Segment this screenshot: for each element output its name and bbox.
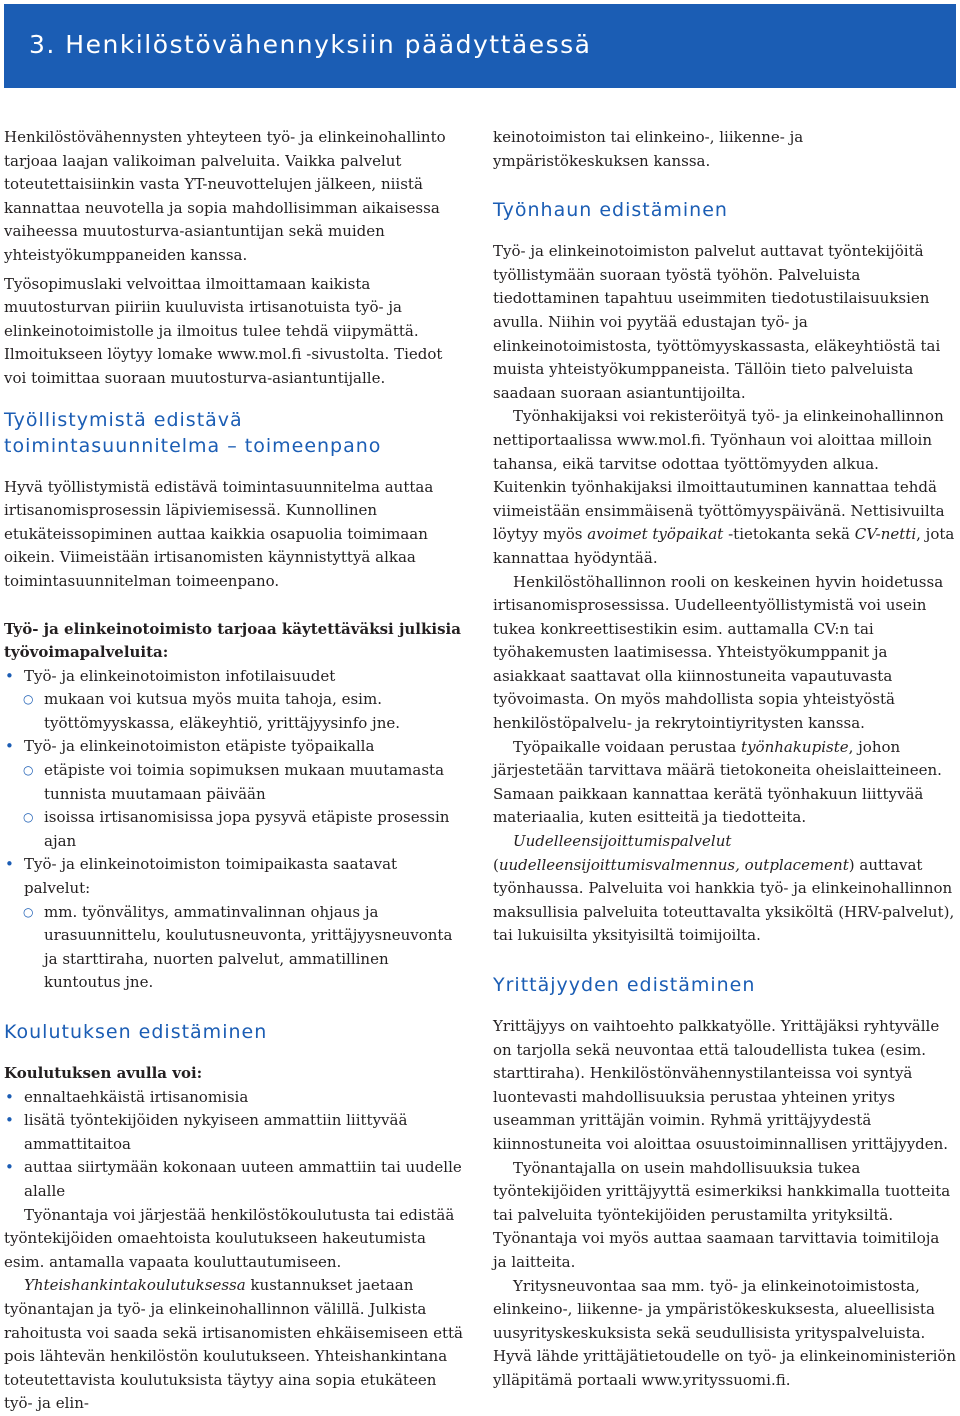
italic-term: työnhakupiste (741, 737, 849, 756)
joint-procurement-paragraph (4, 1274, 468, 1416)
entrepreneurship-paragraph-2: Työnantajalla on usein mahdollisuuksia tukea työntekijöiden yrittäjyyttä esimerkiksi hankkimalla tuotteita tai palveluita työntekijöiden perustamilta yrityksiltä. Työnantaja voi myös auttaa saamaan tarvittavia toimitiloja ja laitteita. (493, 1158, 951, 1271)
paragraph-text: kustannukset jaetaan työnantajan ja työ- ja elinkeinohallinnon välillä. Julkista rahoitusta voi saada sekä irtisanomisten ehkäisemiseen että pois lähtevän henkilöstön koulutukseen. Yhteishankintana toteutettavista koulutuksista täytyy aina sopia etukäteen työ- ja elin- (4, 1276, 463, 1413)
sub-list (4, 688, 468, 735)
paragraph-text: Työpaikalle voidaan perustaa (513, 737, 742, 756)
italic-term: avoimet työpaikat (587, 525, 724, 544)
action-plan-paragraph: Hyvä työllistymistä edistävä toimintasuunnitelma auttaa irtisanomisprosessin läpiviemisessä. Kunnollinen etukäteissopiminen auttaa kaikkia osapuolia toimimaan oikein. Viimeistään irtisanomisten käynnistyttyä alkaa toimintasuunnitelman toimeenpano. (4, 477, 434, 590)
services-list-2 (4, 735, 468, 759)
list-item (4, 665, 468, 689)
sub-list-3 (4, 901, 468, 995)
sub-list-item: ○ isoissa irtisanomisissa jopa pysyvä etäpiste prosessin ajan (4, 806, 468, 853)
list-item-label: Työ- ja elinkeinotoimiston etäpiste työpaikalla (24, 737, 375, 756)
italic-term: Uudelleensijoittumispalvelut (513, 832, 732, 851)
sub-list-item: ○ etäpiste voi toimia sopimuksen mukaan muutamasta tunnista muutamaan päivään (4, 759, 468, 806)
italic-term: Yhteishankintakoulutuksessa (24, 1276, 246, 1295)
paragraph-text: ) auttavat työnhaussa. Palveluita voi hankkia työ- ja elinkeinohallinnon maksullisia palveluita toteuttavalta yksiköltä (HRV-palvelut), tai lukuisilta yksityisiltä toimijoilta. (493, 855, 955, 945)
outplacement-paragraph (493, 830, 957, 948)
list-item: • ennaltaehkäistä irtisanomisia (4, 1086, 468, 1110)
list-item: • lisätä työntekijöiden nykyiseen ammattiin liittyvää ammattitaitoa (4, 1109, 468, 1156)
paragraph-text: , johon järjestetään tarvittava määrä tietokoneita oheislaitteineen. Samaan paikkaan kannattaa kerätä työnhakuun liittyvää materiaalia, kuten esitteitä ja tiedotteita. (493, 737, 942, 827)
training-list (4, 1086, 468, 1204)
sub-list-2 (4, 759, 468, 853)
paragraph-text: , jota kannattaa hyödyntää. (493, 525, 955, 567)
section-heading-entrepreneurship: Yrittäjyyden edistäminen (493, 974, 756, 996)
job-search-point-paragraph (493, 736, 957, 830)
paragraph-text: -tietokanta sekä (723, 525, 855, 544)
services-list (4, 665, 468, 689)
list-item: • auttaa siirtymään kokonaan uuteen ammattiin tai uudelle alalle (4, 1156, 468, 1203)
entrepreneurship-paragraph-3: Yritysneuvontaa saa mm. työ- ja elinkeinotoimistosta, elinkeino-, liikenne- ja ympäristökeskuksesta, alueellisista uusyrityskeskuksista sekä seudullisista yrityspalveluista. Hyvä lähde yrittäjätietoudelle on työ- ja elinkeinoministeriön ylläpitämä portaali www.yrityssuomi.fi. (493, 1276, 957, 1389)
job-search-paragraph-2 (493, 405, 957, 570)
chapter-banner (4, 4, 956, 88)
intro-paragraph: Henkilöstövähennysten yhteyteen työ- ja elinkeinohallinto tarjoaa laajan valikoiman palveluita. Vaikka palvelut toteutettaisiinkin vasta YT-neuvottelujen jälkeen, niistä kannattaa neuvotella ja sopia mahdollisimman aikaisessa vaiheessa muutosturva-asiantuntijan sekä muiden yhteistyökumppaneiden kanssa. (4, 128, 446, 264)
italic-term: CV-netti (854, 525, 917, 544)
entrepreneurship-paragraph-1: Yrittäjyys on vaihtoehto palkkatyölle. Yrittäjäksi ryhtyvälle on tarjolla sekä neuvontaa että taloudellista tukea (esim. starttiraha). Henkilöstönvähennystilanteissa voi syntyä luontevasti mahdollisuuksia perustaa yhteinen yritys useamman yrittäjän voimin. Ryhmä yrittäjyydestä kiinnostuneita voi aloittaa osuustoiminnallisen yrittäjyyden. (493, 1017, 949, 1153)
sub-list-item: ○ mm. työnvälitys, ammatinvalinnan ohjaus ja urasuunnittelu, koulutusneuvonta, yrittäjyysneuvonta ja starttiraha, nuorten palvelut, ammatillinen kuntoutus jne. (4, 901, 468, 995)
list-item (4, 735, 468, 759)
services-list-3 (4, 853, 468, 900)
training-intro: Koulutuksen avulla voi: (4, 1064, 203, 1082)
list-item-label: Työ- ja elinkeinotoimiston infotilaisuudet (24, 666, 336, 685)
section-heading-job-search: Työnhaun edistäminen (493, 199, 728, 222)
section-heading-training: Koulutuksen edistäminen (4, 1021, 268, 1043)
services-intro: Työ- ja elinkeinotoimisto tarjoaa käytettäväksi julkisia työvoimapalveluita: (4, 619, 461, 662)
notification-paragraph: Työsopimuslaki velvoittaa ilmoittamaan kaikista muutosturvan piiriin kuuluvista irtisanotuista työ- ja elinkeinotoimistolle ja ilmoitus tulee tehdä viipymättä. Ilmoitukseen löytyy lomake www.mol.fi -sivustolta. Tiedot voi toimittaa suoraan muutosturva-asiantuntijalle. (4, 274, 443, 387)
sub-list-item: ○ mukaan voi kutsua myös muita tahoja, esim. työttömyyskassa, eläkeyhtiö, yrittäjyysinfo jne. (4, 688, 468, 735)
heading-line-2: toimintasuunnitelma – toimeenpano (4, 434, 382, 457)
right-column (493, 126, 957, 1393)
section-heading-action-plan (4, 407, 468, 459)
list-item (4, 853, 468, 900)
continued-paragraph: keinotoimiston tai elinkeino-, liikenne- ja ympäristökeskuksen kanssa. (493, 128, 804, 170)
list-item-label: Työ- ja elinkeinotoimiston toimipaikasta saatavat palvelut: (24, 855, 398, 898)
training-paragraph: Työnantaja voi järjestää henkilöstökoulutusta tai edistää työntekijöiden omaehtoista koulutukseen hakeutumista esim. antamalla vapaata kouluttautumiseen. (4, 1205, 455, 1271)
job-search-paragraph-1: Työ- ja elinkeinotoimiston palvelut auttavat työntekijöitä työllistymään suoraan työstä työhön. Palveluista tiedottaminen tapahtuu useimmiten tiedotustilaisuuksien avulla. Niihin voi pyytää edustajan työ- ja elinkeinotoimistosta, työttömyyskassasta, eläkeyhtiöstä tai muista yhteistyökumppaneista. Tällöin tieto palveluista saadaan suoraan asiantuntijoilta. (493, 242, 941, 402)
left-column (4, 126, 468, 1416)
chapter-title: 3. Henkilöstövähennyksiin päädyttäessä (29, 30, 592, 59)
hr-paragraph: Henkilöstöhallinnon rooli on keskeinen hyvin hoidetussa irtisanomisprosessissa. Uudelleentyöllistymistä voi usein tukea konkreettisestikin esim. auttamalla CV:n tai työhakemusten laatimisessa. Yhteistyökumppanit ja asiakkaat saattavat olla kiinnostuneita vapautuvasta työvoimasta. On myös mahdollista sopia yhteistyöstä henkilöstöpalvelu- ja rekrytointiyritysten kanssa. (493, 572, 944, 733)
heading-line-1: Työllistymistä edistävä (4, 408, 243, 431)
italic-term: uudelleensijoittumisvalmennus, outplacement (498, 855, 849, 874)
paragraph-text: Työnhakijaksi voi rekisteröityä työ- ja elinkeinohallinnon nettiportaalissa www.mol.fi. Työnhaun voi aloittaa milloin tahansa, eikä tarvitse odottaa työttömyyden alkua. Kuitenkin työnhakijaksi ilmoittautuminen kannattaa tehdä viimeistään ensimmäisenä työttömyyspäivänä. Nettisivuilta löytyy myös (493, 407, 945, 544)
paragraph-text: ( (493, 855, 499, 874)
